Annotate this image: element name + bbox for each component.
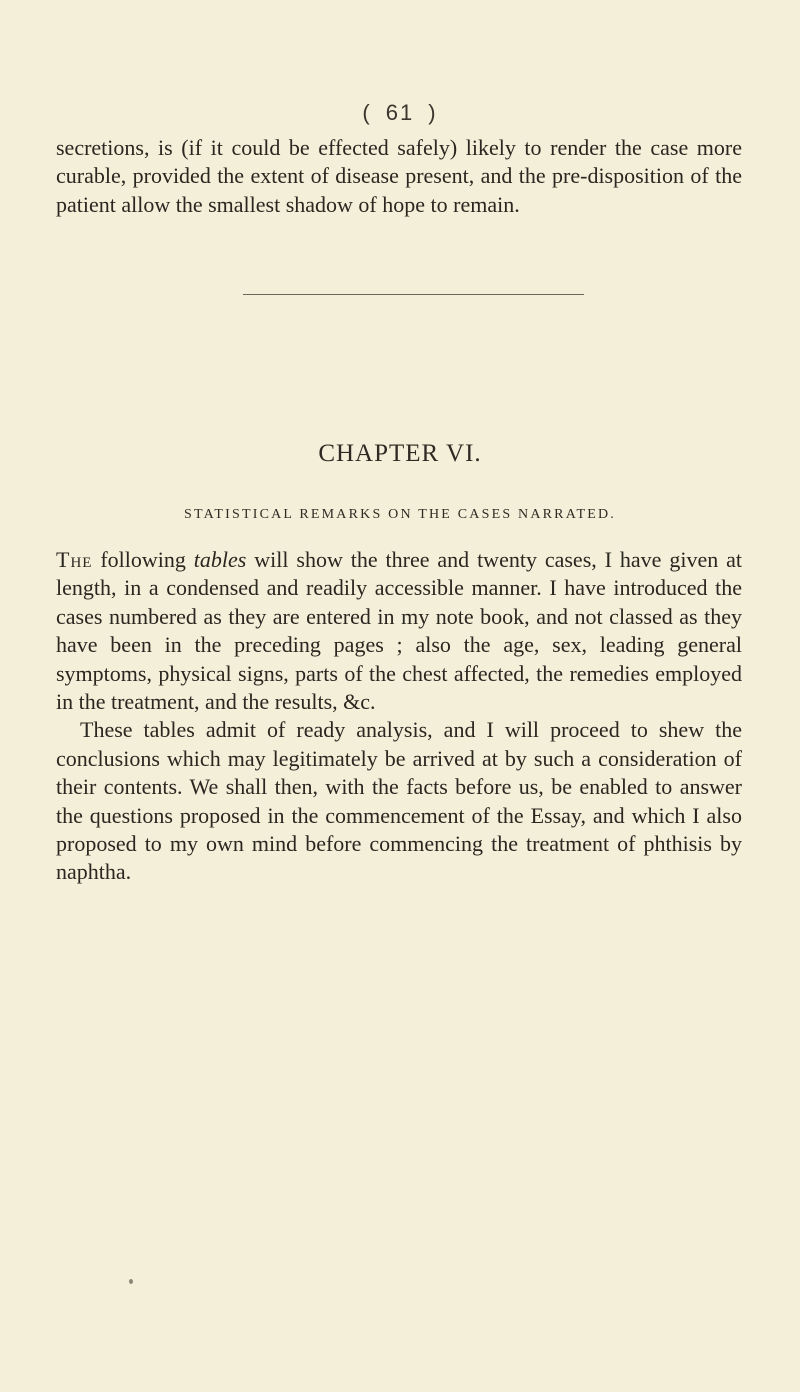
intro-paragraph: secretions, is (if it could be effected safely) likely to render the case more curable, provided the extent of disease present, and the pre-disposition of the patient allow the smallest shadow of hope to remain. bbox=[56, 135, 742, 217]
chapter-title: CHAPTER VI. bbox=[318, 440, 482, 467]
paper-fleck bbox=[129, 1279, 133, 1284]
italic-term: tables bbox=[193, 547, 247, 572]
body-paragraph-2: These tables admit of ready analysis, and I will proceed to shew the conclusions which may legitimately be arrived at by such a consideration of their contents. We shall then, with the facts before us, be enabled to answer the questions proposed in the commencement of the Essay, and which I also proposed to my own mind before commencing the treatment of phthisis by naphtha. bbox=[56, 717, 742, 885]
chapter-subtitle: STATISTICAL REMARKS ON THE CASES NARRATED. bbox=[184, 507, 616, 522]
paragraph-text-segment: following bbox=[92, 547, 194, 572]
section-divider bbox=[243, 294, 584, 295]
chapter-body bbox=[56, 546, 742, 887]
paragraph-text-segment: will show the three and twenty cases, I have given at length, in a condensed and readily accessible manner. I have introduced the cases numbered as they are entered in my note book, and not classed as they have been in the preceding pages ; also the age, sex, leading general symptoms, physical signs, parts of the chest affected, the remedies employed in the treatment, and the results, &c. bbox=[56, 547, 742, 715]
page-number-open-paren: ( bbox=[362, 100, 372, 125]
page-number-close-paren: ) bbox=[428, 100, 438, 125]
page-number-value: 61 bbox=[385, 100, 415, 125]
body-paragraph-1 bbox=[56, 546, 742, 716]
paragraph-lead-word: The bbox=[56, 547, 93, 572]
page-number bbox=[0, 100, 800, 126]
